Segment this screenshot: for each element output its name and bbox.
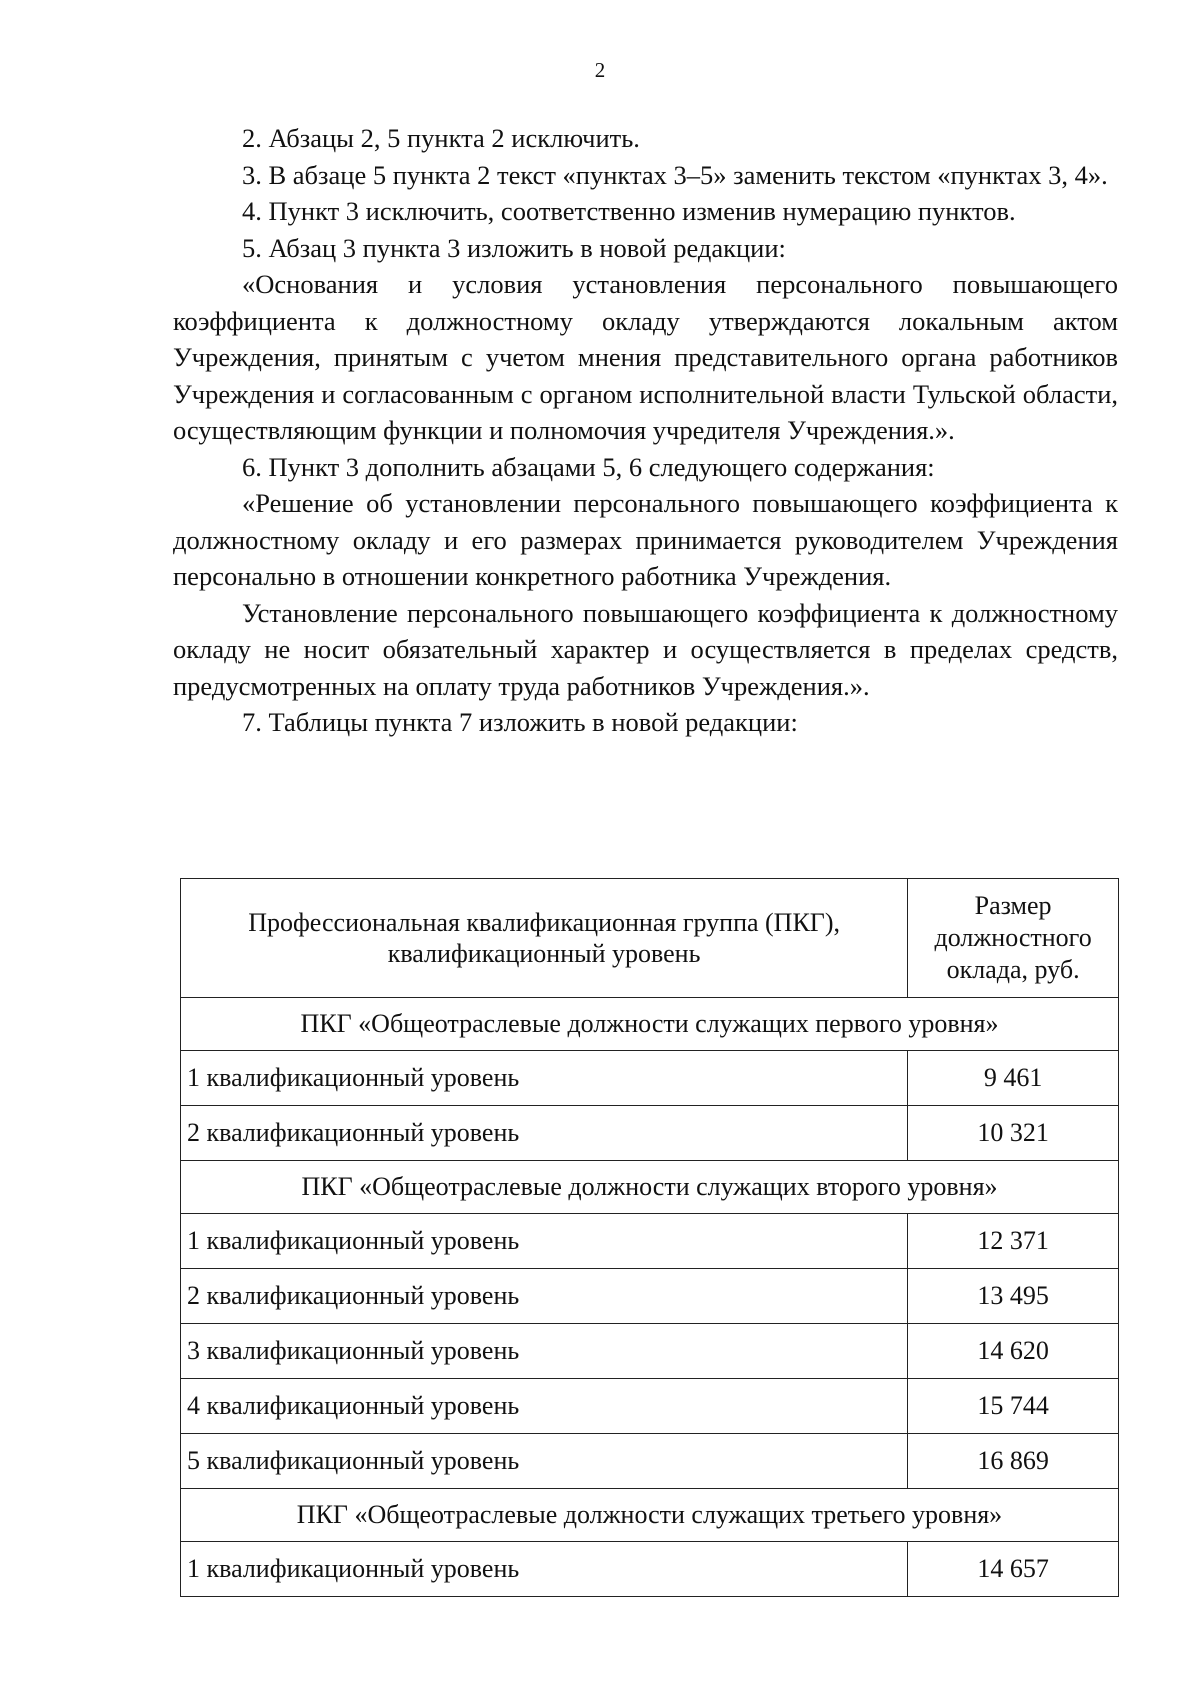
paragraph: 7. Таблицы пункта 7 изложить в новой редакции: xyxy=(242,707,798,737)
table-row xyxy=(181,1106,1119,1161)
paragraph: 2. Абзацы 2, 5 пункта 2 исключить. xyxy=(242,123,640,153)
paragraph: 3. В абзаце 5 пункта 2 текст «пунктах 3–5» заменить текстом «пунктах 3, 4». xyxy=(242,159,1108,190)
salary-table xyxy=(180,878,1119,1597)
qualification-level: 4 квалификационный уровень xyxy=(181,1379,908,1434)
qualification-level: 1 квалификационный уровень xyxy=(181,1214,908,1269)
qualification-level: 2 квалификационный уровень xyxy=(181,1269,908,1324)
table-header-row xyxy=(181,879,1119,998)
salary-value: 15 744 xyxy=(908,1379,1119,1434)
salary-value: 16 869 xyxy=(908,1434,1119,1489)
table-row xyxy=(181,1324,1119,1379)
paragraph: 5. Абзац 3 пункта 3 изложить в новой редакции: xyxy=(242,232,786,263)
paragraph: 6. Пункт 3 дополнить абзацами 5, 6 следующего содержания: xyxy=(242,451,935,482)
table-row xyxy=(181,1051,1119,1106)
table-row xyxy=(181,1214,1119,1269)
group-title: ПКГ «Общеотраслевые должности служащих второго уровня» xyxy=(181,1161,1119,1214)
table-row xyxy=(181,1269,1119,1324)
salary-value: 13 495 xyxy=(908,1269,1119,1324)
table-row xyxy=(181,1434,1119,1489)
qualification-level: 5 квалификационный уровень xyxy=(181,1434,908,1489)
table-row xyxy=(181,1379,1119,1434)
page-number: 2 xyxy=(594,58,606,82)
table-row xyxy=(181,1542,1119,1597)
salary-table-container xyxy=(180,878,1119,1597)
paragraph: «Решение об установлении персонального повышающего коэффициента к должностному окладу и его размерах принимается руководителем Учреждения персонально в отношении конкретного работника Учреждения. xyxy=(173,488,1118,591)
header-salary: Размер должностного оклада, руб. xyxy=(908,879,1119,998)
group-row xyxy=(181,998,1119,1051)
qualification-level: 1 квалификационный уровень xyxy=(181,1542,908,1597)
salary-value: 10 321 xyxy=(908,1106,1119,1161)
group-row xyxy=(181,1489,1119,1542)
qualification-level: 3 квалификационный уровень xyxy=(181,1324,908,1379)
paragraph: 4. Пункт 3 исключить, соответственно изменив нумерацию пунктов. xyxy=(242,196,1016,226)
group-row xyxy=(181,1161,1119,1214)
salary-value: 14 657 xyxy=(908,1542,1119,1597)
salary-value: 12 371 xyxy=(908,1214,1119,1269)
group-title: ПКГ «Общеотраслевые должности служащих третьего уровня» xyxy=(181,1489,1119,1542)
salary-value: 14 620 xyxy=(908,1324,1119,1379)
qualification-level: 1 квалификационный уровень xyxy=(181,1051,908,1106)
group-title: ПКГ «Общеотраслевые должности служащих первого уровня» xyxy=(181,998,1119,1051)
qualification-level: 2 квалификационный уровень xyxy=(181,1106,908,1161)
header-group-level: Профессиональная квалификационная группа (ПКГ), квалификационный уровень xyxy=(181,879,908,998)
salary-value: 9 461 xyxy=(908,1051,1119,1106)
paragraph: «Основания и условия установления персонального повышающего коэффициента к должностному окладу утверждаются локальным актом Учреждения, принятым с учетом мнения представительного органа работников Учреждения и согласованным с органом исполнительной власти Тульской области, осуществляющим функции и полномочия учредителя Учреждения.». xyxy=(173,269,1118,445)
document-body xyxy=(173,120,1118,741)
paragraph: Установление персонального повышающего коэффициента к должностному окладу не носит обязательный характер и осуществляется в пределах средств, предусмотренных на оплату труда работников Учреждения.». xyxy=(173,597,1118,701)
